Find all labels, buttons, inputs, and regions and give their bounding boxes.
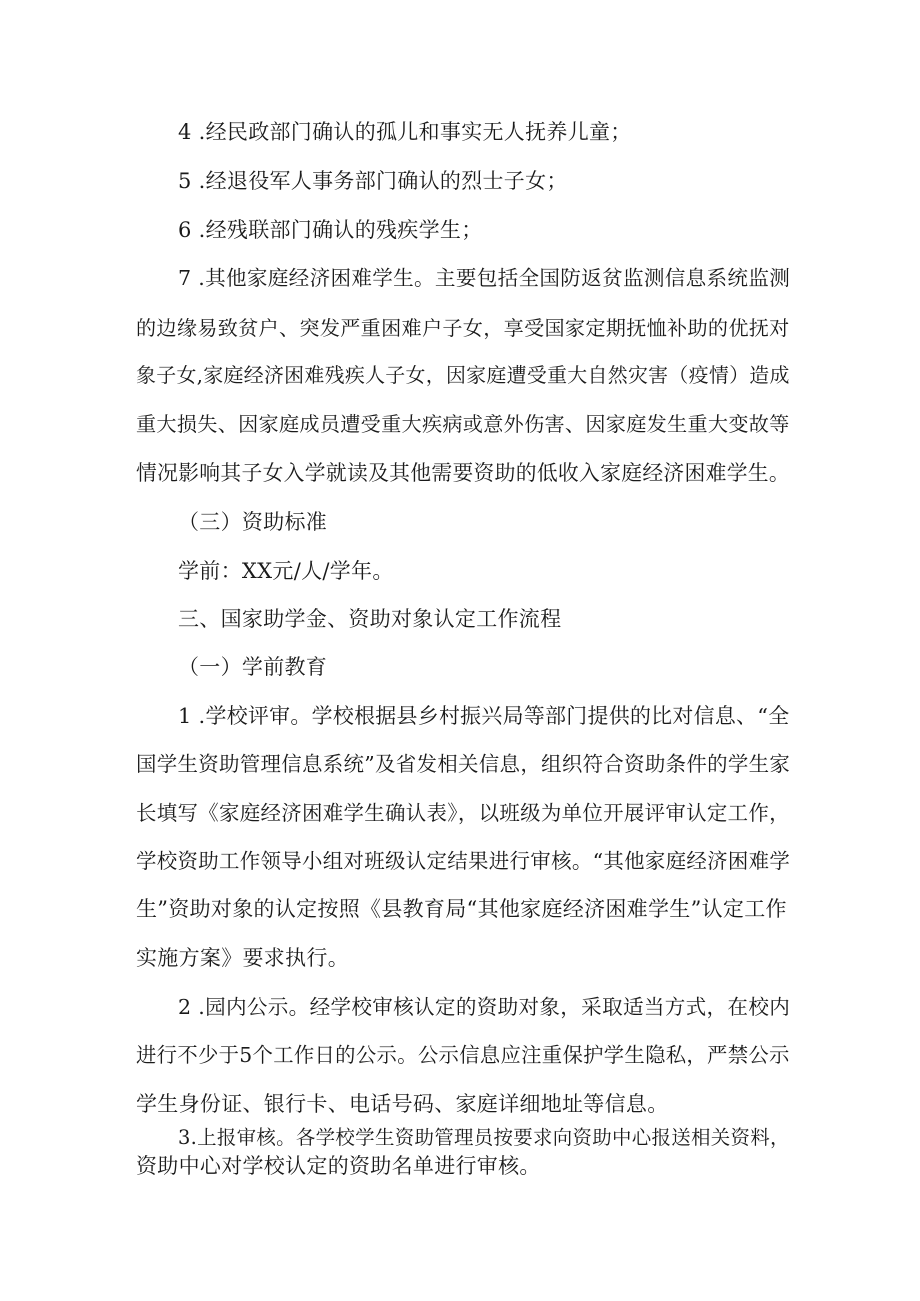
- step-1-line-3: 长填写《家庭经济困难学生确认表》，以班级为单位开展评审认定工作，: [136, 801, 790, 825]
- item-4-orphans: 4 .经民政部门确认的孤儿和事实无人抚养儿童；: [178, 120, 632, 144]
- step-1-line-6: 实施方案》要求执行。: [136, 946, 349, 970]
- item-7-line-3: 象子女,家庭经济困难残疾人子女，因家庭遭受重大自然灾害（疫情）造成: [136, 364, 790, 387]
- step-3-line-2: 资助中心对学校认定的资助名单进行审核。: [136, 1154, 541, 1178]
- step-2-line-2: 进行不少于5个工作日的公示。公示信息应注重保护学生隐私，严禁公示: [136, 1043, 790, 1067]
- step-1-line-5: 生”资助对象的认定按照《县教育局“其他家庭经济困难学生”认定工作: [136, 897, 787, 921]
- item-5-martyr-children: 5 .经退役军人事务部门确认的烈士子女；: [178, 169, 568, 193]
- step-3-line-1: 3.上报审核。各学校学生资助管理员按要求向资助中心报送相关资料，: [178, 1126, 790, 1149]
- preschool-standard: 学前：XX元/人/学年。: [178, 559, 394, 583]
- item-7-line-1: 7 .其他家庭经济困难学生。主要包括全国防返贫监测信息系统监测: [178, 266, 791, 290]
- subsection-preschool-heading: （一）学前教育: [178, 655, 328, 679]
- item-7-line-5: 情况影响其子女入学就读及其他需要资助的低收入家庭经济困难学生。: [136, 461, 790, 485]
- step-2-line-1: 2 .园内公示。经学校审核认定的资助对象，采取适当方式，在校内: [178, 995, 791, 1019]
- step-1-line-4: 学校资助工作领导小组对班级认定结果进行审核。“其他家庭经济困难学: [136, 849, 791, 873]
- item-7-line-2: 的边缘易致贫户、突发严重困难户子女，享受国家定期抚恤补助的优抚对: [136, 316, 790, 340]
- step-1-line-1: 1 .学校评审。学校根据县乡村振兴局等部门提供的比对信息、“全: [178, 704, 790, 728]
- item-6-disabled-students: 6 .经残联部门确认的残疾学生；: [178, 218, 483, 242]
- step-2-line-3: 学生身份证、银行卡、电话号码、家庭详细地址等信息。: [136, 1092, 669, 1116]
- section-3-heading: 三、国家助学金、资助对象认定工作流程: [178, 607, 562, 631]
- item-7-line-4: 重大损失、因家庭成员遭受重大疾病或意外伤害、因家庭发生重大变故等: [136, 412, 790, 436]
- section-funding-standard-heading: （三）资助标准: [178, 510, 328, 534]
- step-1-line-2: 国学生资助管理信息系统”及省发相关信息，组织符合资助条件的学生家: [136, 752, 791, 776]
